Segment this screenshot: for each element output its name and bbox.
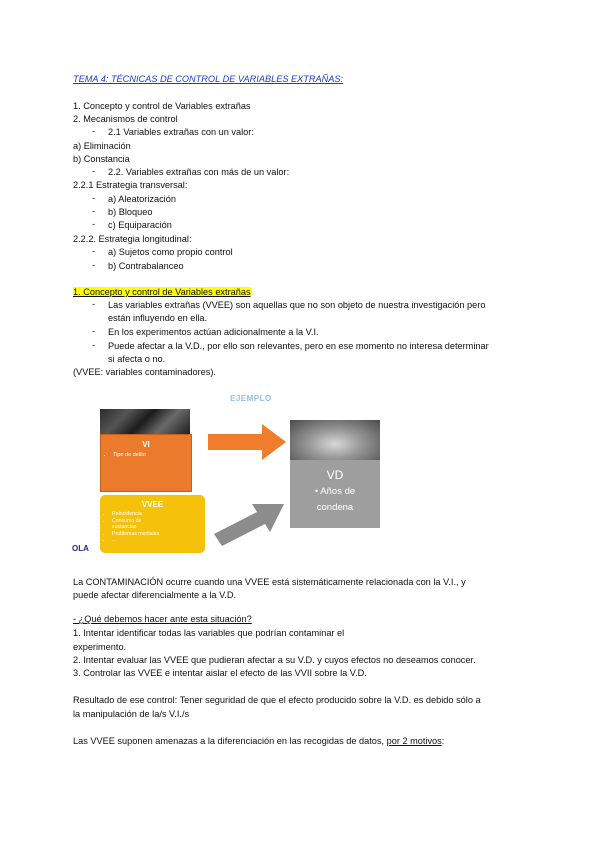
paragraph-line: si afecta o no.	[108, 354, 166, 364]
final-end: :	[441, 736, 445, 746]
example-diagram	[72, 392, 392, 558]
vvee-item: • Problemas mentales	[112, 531, 205, 538]
vd-subtitle-1: • Años de	[314, 486, 356, 497]
paragraph-line: Las variables extrañas (VVEE) son aquellas que no son objeto de nuestra investigación pero	[108, 300, 486, 310]
vd-subtitle-2: condena	[316, 502, 354, 513]
vi-title: VI	[142, 440, 150, 449]
paragraph-line: 1. Intentar identificar todas las variables que podrían contaminar el	[73, 628, 345, 638]
vd-title: VD	[326, 468, 344, 482]
index-item: 2.2.1 Estrategia transversal:	[73, 180, 188, 190]
dash-bullet: -	[92, 260, 96, 270]
vvee-title: VVEE	[141, 500, 164, 509]
paragraph-line: 3. Controlar las VVEE e intentar aislar el efecto de las VVII sobre la V.D.	[73, 668, 367, 678]
index-item: a) Sujetos como propio control	[108, 247, 233, 257]
arrow-right-icon	[208, 424, 286, 460]
dash-bullet: -	[92, 326, 96, 336]
page-title: TEMA 4: TÉCNICAS DE CONTROL DE VARIABLES EXTRAÑAS:	[73, 74, 344, 84]
handcuffs-photo	[290, 420, 380, 460]
vvee-item: sustancias	[112, 524, 137, 530]
vd-box	[290, 460, 380, 528]
index-item: c) Equiparación	[108, 220, 172, 230]
diagram-ejemplo-label: EJEMPLO	[230, 394, 272, 403]
index-item: 1. Concepto y control de Variables extrañas	[73, 101, 251, 111]
section-heading	[73, 286, 251, 298]
index-item: 2.1 Variables extrañas con un valor:	[108, 127, 254, 137]
paragraph-line: La CONTAMINACIÓN ocurre cuando una VVEE está sistemáticamente relacionada con la V.I., y	[73, 577, 466, 587]
final-underlined: por 2 motivos	[386, 736, 442, 746]
logo: OLA	[72, 544, 89, 553]
dash-bullet: -	[92, 126, 96, 136]
section-heading-text: 1. Concepto y control de Variables extrañas	[73, 287, 251, 297]
final-paragraph	[73, 735, 444, 747]
paragraph-line: En los experimentos actúan adicionalmente a la V.I.	[108, 327, 319, 337]
index-item: a) Eliminación	[73, 141, 131, 151]
dash-bullet: -	[92, 246, 96, 256]
arrow-up-right-icon	[214, 504, 284, 546]
paragraph-line: Resultado de ese control: Tener seguridad de que el efecto producido sobre la V.D. es debido sólo a	[73, 695, 481, 705]
index-item: a) Aleatorización	[108, 194, 176, 204]
dash-bullet: -	[92, 340, 96, 350]
vvee-item: • ...	[112, 537, 205, 544]
paragraph-line: experimento.	[73, 642, 127, 652]
index-item: 2. Mecanismos de control	[73, 114, 178, 124]
paragraph-line: la manipulación de la/s V.I./s	[73, 709, 190, 719]
question-heading: - ¿Qué debemos hacer ante esta situación?	[73, 614, 252, 624]
index-item: b) Constancia	[73, 154, 130, 164]
dash-bullet: -	[92, 299, 96, 309]
vvee-item: • Consumo de	[112, 518, 205, 525]
dash-bullet: -	[92, 193, 96, 203]
paragraph-line: 2. Intentar evaluar las VVEE que pudieran afectar a su V.D. y cuyos efectos no deseamos conocer.	[73, 655, 476, 665]
paragraph-line: (VVEE: variables contaminadores).	[73, 367, 216, 377]
vi-item: • Tipo de delito	[113, 452, 191, 458]
final-text: Las VVEE suponen amenazas a la diferenciación en las recogidas de datos,	[73, 736, 387, 746]
index-item: b) Contrabalanceo	[108, 261, 184, 271]
paragraph-line: puede afectar diferencialmente a la V.D.	[73, 590, 237, 600]
dash-bullet: -	[92, 219, 96, 229]
index-item: 2.2. Variables extrañas con más de un valor:	[108, 167, 290, 177]
index-item: 2.2.2. Estrategia longitudinal:	[73, 234, 192, 244]
dash-bullet: -	[92, 206, 96, 216]
paragraph-line: Puede afectar a la V.D., por ello son relevantes, pero en ese momento no interesa determinar	[108, 341, 489, 351]
paragraph-line: están influyendo en ella.	[108, 313, 208, 323]
dash-bullet: -	[92, 166, 96, 176]
index-item: b) Bloqueo	[108, 207, 153, 217]
vvee-item: • Reincidencia	[112, 511, 205, 518]
